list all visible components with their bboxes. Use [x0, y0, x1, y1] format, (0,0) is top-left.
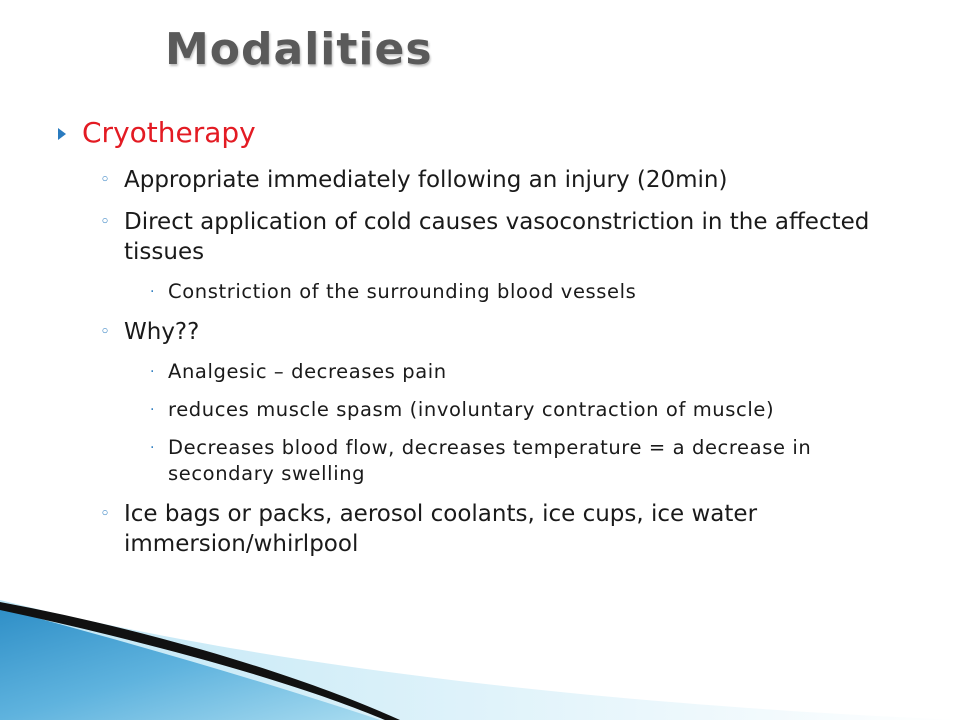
dot-bullet-icon: · [150, 402, 156, 418]
dot-bullet-icon: · [150, 364, 156, 380]
circle-bullet-icon: ◦ [100, 322, 111, 342]
circle-bullet-icon: ◦ [100, 170, 111, 190]
bullet-cryotherapy [58, 115, 918, 151]
bullet-text: Direct application of cold causes vasoconstriction in the affected tissues [124, 209, 870, 265]
triangle-right-icon [58, 128, 66, 140]
bullet-text: Constriction of the surrounding blood vessels [168, 280, 637, 303]
bullet-text: Decreases blood flow, decreases temperature = a decrease in secondary swelling [168, 436, 812, 485]
sub-bullet-timing [100, 165, 918, 195]
sub-sub-bullet-constriction [148, 279, 918, 305]
bullet-text: Ice bags or packs, aerosol coolants, ice cups, ice water immersion/whirlpool [124, 501, 758, 557]
sub-bullet-why [100, 317, 918, 347]
slide-content [58, 115, 918, 571]
sub-bullet-vasoconstriction [100, 207, 918, 267]
bullet-text: Analgesic – decreases pain [168, 360, 447, 383]
sub-sub-bullet-bloodflow [148, 435, 918, 487]
circle-bullet-icon: ◦ [100, 212, 111, 232]
bullet-text: Cryotherapy [82, 116, 256, 149]
dot-bullet-icon: · [150, 440, 156, 456]
sub-bullet-methods [100, 499, 918, 559]
sub-sub-bullet-analgesic [148, 359, 918, 385]
slide-title: Modalities [165, 24, 433, 75]
dot-bullet-icon: · [150, 284, 156, 300]
decorative-swoosh [0, 580, 960, 720]
bullet-text: reduces muscle spasm (involuntary contraction of muscle) [168, 398, 775, 421]
bullet-text: Appropriate immediately following an injury (20min) [124, 167, 728, 193]
sub-sub-bullet-spasm [148, 397, 918, 423]
circle-bullet-icon: ◦ [100, 504, 111, 524]
bullet-text: Why?? [124, 319, 200, 345]
